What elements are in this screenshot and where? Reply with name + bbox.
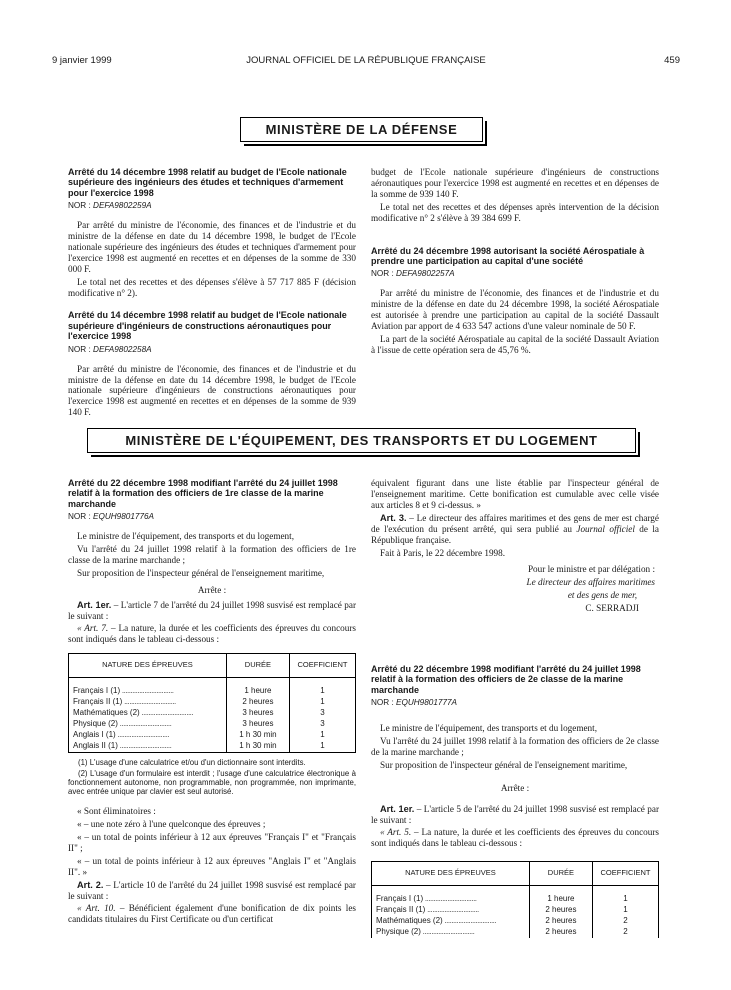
arrete-label: Arrête : [197, 584, 227, 595]
list-item: « – une note zéro à l'une quelconque des épreuves ; [77, 819, 266, 830]
exam-coefficient: 3 [289, 719, 355, 730]
paragraph: Sur proposition de l'inspecteur général de l'enseignement maritime, [380, 759, 628, 770]
table-header: COEFFICIENT [289, 654, 355, 678]
page-number: 459 [664, 55, 680, 66]
article-3: Art. 3. – Le directeur des affaires maritimes et des gens de mer est chargé de l'exécution du présent arrêté, qui sera publié au Journal officiel de la République française. [371, 512, 660, 545]
paragraph: Le total net des recettes et des dépenses après intervention de la décision modificative n° 2 s'élève à 39 384 699 F. [371, 201, 659, 223]
decree-title: Arrêté du 22 décembre 1998 modifiant l'arrêté du 24 juillet 1998 relatif à la formation des officiers de 2e classe de la marine marchande [371, 663, 641, 695]
exam-duration: 3 heures [226, 708, 289, 719]
exam-name: Mathématiques (2) .............................. [372, 916, 530, 927]
place-date: Fait à Paris, le 22 décembre 1998. [380, 548, 506, 559]
table-header: NATURE DES ÉPREUVES [372, 862, 530, 886]
exam-coefficient: 1 [592, 894, 658, 905]
table-row [372, 927, 659, 938]
exam-coefficient: 1 [289, 686, 355, 697]
table-row [372, 905, 659, 916]
nor-reference: NOR : DEFA9802259A [68, 201, 152, 211]
ministry-heading-defense: MINISTÈRE DE LA DÉFENSE [240, 117, 483, 142]
exam-coefficient: 1 [289, 741, 355, 753]
exam-duration: 2 heures [226, 697, 289, 708]
defense-right-column [371, 167, 659, 358]
exam-name: Français I (1) .............................. [372, 894, 530, 905]
table-row [372, 894, 659, 905]
decree-title: Arrêté du 22 décembre 1998 modifiant l'arrêté du 24 juillet 1998 relatif à la formation des officiers de 1re classe de la marine marchande [68, 478, 338, 509]
table-header: DURÉE [529, 862, 592, 886]
paragraph: Par arrêté du ministre de l'économie, des finances et de l'industrie et du ministre de la défense en date du 14 décembre 1998, le budget de l'Ecole nationale supérieure des ingénieurs des études et techniques d'armement pour l'exercice 1998 est augmenté en recettes et en dépenses de la somme de 330 000 F. [68, 220, 356, 274]
nor-reference: NOR : EQUH9801776A [68, 512, 155, 522]
paragraph: Le total net des recettes et des dépenses s'élève à 57 717 885 F (décision modificative n° 2). [68, 276, 356, 298]
article-2: Art. 2. – L'article 10 de l'arrêté du 24 juillet 1998 susvisé est remplacé par le suivant : [68, 879, 356, 901]
table-row [372, 916, 659, 927]
exam-coefficient: 1 [592, 905, 658, 916]
exam-coefficient: 1 [289, 697, 355, 708]
article-1: Art. 1er. – L'article 5 de l'arrêté du 24 juillet 1998 susvisé est remplacé par le suivant : [371, 803, 659, 825]
exam-name: Anglais I (1) .............................. [69, 730, 227, 741]
signature-line: Le directeur des affaires maritimes [526, 577, 655, 588]
exam-duration: 3 heures [226, 719, 289, 730]
paragraph: Vu l'arrêté du 24 juillet 1998 relatif à la formation des officiers de 1re classe de la marine marchande ; [68, 544, 356, 565]
exam-name: Français I (1) .............................. [69, 686, 227, 697]
exam-name: Anglais II (1) .............................. [69, 741, 227, 753]
arrete-label: Arrête : [500, 782, 530, 793]
running-header [52, 55, 680, 69]
article-1: Art. 1er. – L'article 7 de l'arrêté du 24 juillet 1998 susvisé est remplacé par le suivant : [68, 599, 356, 621]
table-header: DURÉE [226, 654, 289, 678]
list-item: « – un total de points inférieur à 12 aux épreuves "Français I" et "Français II" ; [68, 832, 356, 853]
defense-left-column [68, 167, 356, 418]
exam-duration: 2 heures [529, 927, 592, 938]
signatory-name: C. SERRADJI [585, 603, 639, 614]
exam-duration: 1 heure [529, 894, 592, 905]
article-7: « Art. 7. – La nature, la durée et les coefficients des épreuves du concours sont indiqués dans le tableau ci-dessous : [68, 623, 357, 645]
exam-name: Mathématiques (2) .............................. [69, 708, 227, 719]
paragraph: Par arrêté du ministre de l'économie, des finances et de l'industrie et du ministre de la défense en date du 24 décembre 1998, la société Aérospatiale est autorisée à prendre une participation au capital de la société Dassault Aviation par apport de 4 633 547 actions d'une valeur nominale de 50 F. [371, 288, 659, 331]
exam-table-1 [68, 653, 356, 753]
table-header: COEFFICIENT [592, 862, 658, 886]
equipement-right-column [371, 478, 659, 938]
exam-coefficient: 2 [592, 927, 658, 938]
paragraph: La part de la société Aérospatiale au capital de la société Dassault Aviation à l'issue de cette opération sera de 45,76 %. [371, 333, 659, 355]
decree-title: Arrêté du 14 décembre 1998 relatif au budget de l'Ecole nationale supérieure des ingénieurs des études et techniques d'armement pour l'exercice 1998 [68, 167, 347, 198]
paragraph: Le ministre de l'équipement, des transports et du logement, [77, 531, 294, 542]
exam-name: Français II (1) .............................. [69, 697, 227, 708]
exam-duration: 1 h 30 min [226, 741, 289, 753]
table-row [69, 719, 356, 730]
nor-reference: NOR : EQUH9801777A [371, 698, 458, 708]
exam-duration: 2 heures [529, 916, 592, 927]
journal-title: JOURNAL OFFICIEL DE LA RÉPUBLIQUE FRANÇAISE [246, 55, 486, 66]
signature-line: et des gens de mer, [567, 590, 637, 601]
exam-coefficient: 3 [289, 708, 355, 719]
signature-line: Pour le ministre et par délégation : [527, 564, 655, 575]
paragraph: Le ministre de l'équipement, des transports et du logement, [380, 723, 597, 734]
decree-title: Arrêté du 24 décembre 1998 autorisant la société Aérospatiale à prendre une participation au capital d'une société [371, 245, 645, 266]
nor-reference: NOR : DEFA9802257A [371, 269, 455, 279]
list-item: « – un total de points inférieur à 12 aux épreuves "Anglais I" et "Anglais II". » [68, 855, 356, 877]
table-row [69, 708, 356, 719]
exam-duration: 2 heures [529, 905, 592, 916]
exam-name: Physique (2) .............................. [69, 719, 227, 730]
paragraph: Vu l'arrêté du 24 juillet 1998 relatif à la formation des officiers de 2e classe de la marine marchande ; [371, 736, 659, 757]
paragraph: Par arrêté du ministre de l'économie, des finances et de l'industrie et du ministre de la défense en date du 14 décembre 1998, le budget de l'Ecole nationale supérieure d'ingénieurs de constructions aéronautiques pour l'exercice 1998 est augmenté en recettes et en dépenses de la somme de 939 140 F. [68, 363, 356, 418]
paragraph: Sur proposition de l'inspecteur général de l'enseignement maritime, [77, 567, 325, 578]
table-row [69, 730, 356, 741]
exam-name: Français II (1) .............................. [372, 905, 530, 916]
nor-reference: NOR : DEFA9802258A [68, 344, 152, 354]
issue-date: 9 janvier 1999 [52, 55, 112, 66]
exam-coefficient: 1 [289, 730, 355, 741]
table-row [69, 741, 356, 753]
article-10: « Art. 10. – Bénéficient également d'une bonification de dix points les candidats titulaires du First Certificate ou d'un certificat [68, 903, 356, 925]
article-5: « Art. 5. – La nature, la durée et les coefficients des épreuves du concours sont indiqués dans le tableau ci-dessous : [371, 827, 660, 849]
exam-duration: 1 heure [226, 686, 289, 697]
paragraph-continuation: budget de l'Ecole nationale supérieure d'ingénieurs de constructions aéronautiques pour l'exercice 1998 est augmenté en recettes et en dépenses de la somme de 939 140 F. [371, 167, 659, 199]
table-row [69, 686, 356, 697]
paragraph: « Sont éliminatoires : [77, 806, 156, 817]
table-header: NATURE DES ÉPREUVES [69, 654, 227, 678]
footnote: (1) L'usage d'une calculatrice et/ou d'un dictionnaire sont interdits. [78, 758, 306, 768]
exam-coefficient: 2 [592, 916, 658, 927]
paragraph-continuation: équivalent figurant dans une liste établie par l'inspecteur général de l'enseignement maritime. Cette bonification est cumulable avec celle visée aux articles 8 et 9 ci-dessus. » [371, 478, 659, 510]
decree-title: Arrêté du 14 décembre 1998 relatif au budget de l'Ecole nationale supérieure d'ingénieurs de constructions aéronautiques pour l'exercice 1998 [68, 310, 347, 342]
ministry-heading-equipement: MINISTÈRE DE L'ÉQUIPEMENT, DES TRANSPORTS ET DU LOGEMENT [87, 428, 636, 453]
equipement-left-column [68, 478, 356, 927]
table-row [69, 697, 356, 708]
exam-duration: 1 h 30 min [226, 730, 289, 741]
exam-table-2 [371, 861, 659, 938]
exam-name: Physique (2) .............................. [372, 927, 530, 938]
footnote: (2) L'usage d'un formulaire est interdit ; l'usage d'une calculatrice électronique à fonctionnement autonome, non programmable, non programmée, non imprimante, avec entrée unique par clavier est seul autorisé. [68, 769, 356, 797]
